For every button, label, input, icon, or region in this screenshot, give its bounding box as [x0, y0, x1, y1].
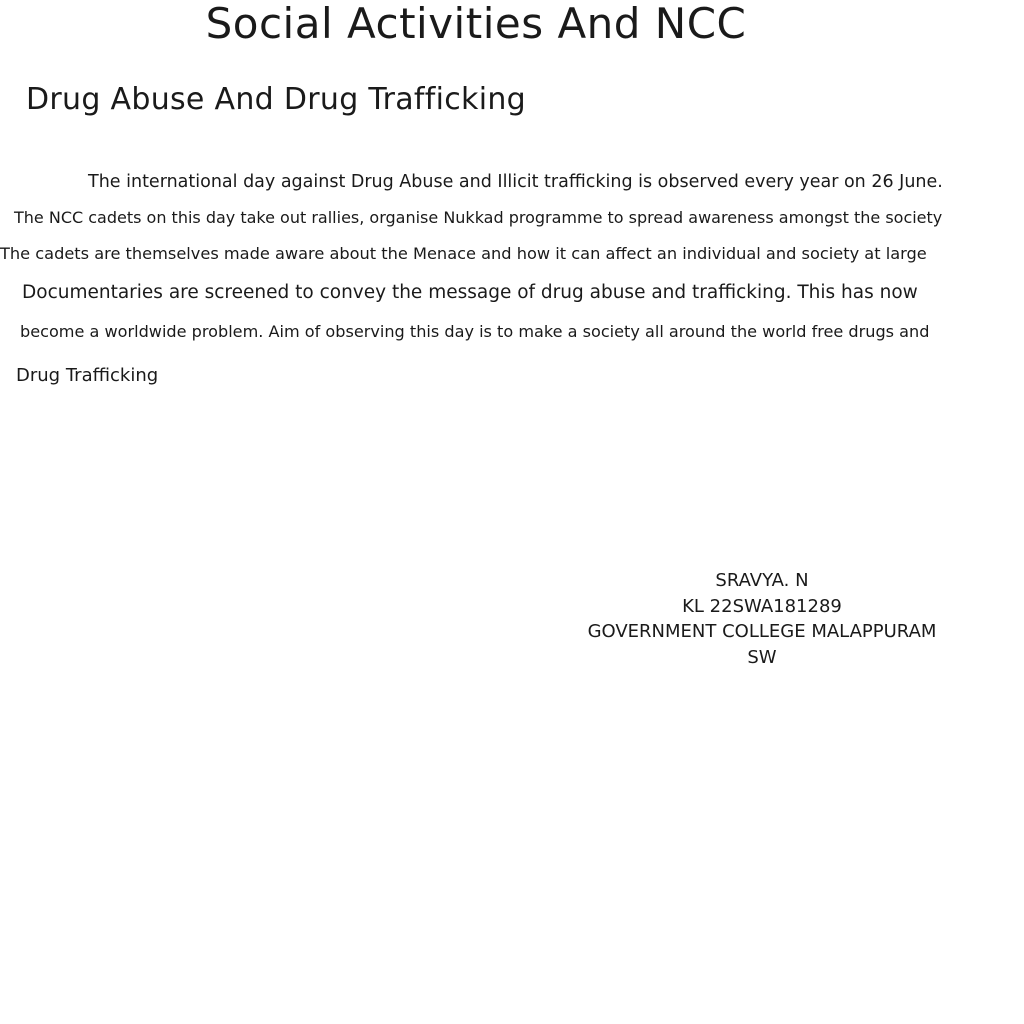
institution-name: GOVERNMENT COLLEGE MALAPPURAM: [587, 621, 937, 642]
paragraph-line: Drug Trafficking: [16, 365, 159, 386]
author-name: SRAVYA. N: [715, 570, 809, 591]
paragraph-line: The international day against Drug Abuse and Illicit trafficking is observed every year on 26 June.: [88, 172, 943, 192]
paragraph-line: become a worldwide problem. Aim of observing this day is to make a society all around the world free drugs and: [20, 322, 930, 341]
section-heading: Drug Abuse And Drug Trafficking: [26, 82, 527, 117]
paragraph-line: Documentaries are screened to convey the message of drug abuse and trafficking. This has now: [22, 282, 918, 303]
paragraph-line: The cadets are themselves made aware about the Menace and how it can affect an individual and society at large: [0, 244, 927, 263]
cadet-id: KL 22SWA181289: [682, 595, 842, 617]
page-title: Social Activities And NCC: [205, 0, 747, 48]
paragraph-line: The NCC cadets on this day take out rallies, organise Nukkad programme to spread awareness amongst the society: [14, 208, 943, 227]
signature-block: [560, 568, 964, 670]
unit-code: SW: [747, 646, 777, 668]
